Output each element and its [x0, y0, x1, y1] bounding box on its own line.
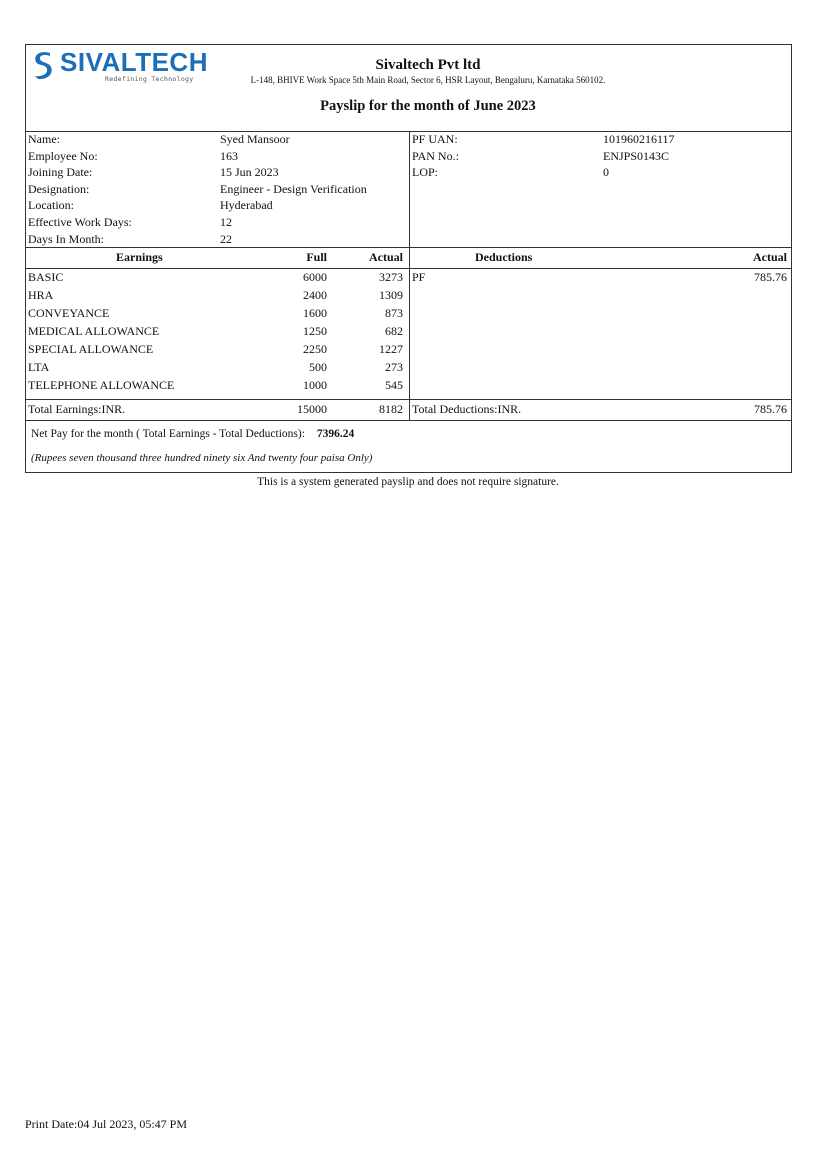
earning-actual: 682	[385, 324, 403, 338]
earning-actual: 873	[385, 306, 403, 320]
info-row	[28, 197, 408, 214]
info-value: 163	[220, 148, 238, 163]
earning-actual: 3273	[379, 270, 403, 284]
info-label: PF UAN:	[412, 132, 458, 146]
earning-row	[26, 268, 409, 286]
earning-full: 500	[309, 360, 327, 374]
earning-full: 2250	[303, 342, 327, 356]
info-label: Employee No:	[28, 148, 98, 163]
deduction-actual-header: Actual	[753, 250, 787, 264]
earning-full: 6000	[303, 270, 327, 284]
earning-actual: 1227	[379, 342, 403, 356]
employee-info	[26, 131, 791, 248]
info-row	[412, 148, 790, 165]
info-row	[28, 131, 408, 148]
net-pay-value: 7396.24	[316, 428, 355, 440]
earnings-header: Earnings	[116, 250, 163, 264]
logo-tagline: Redefining Technology	[105, 75, 194, 83]
deduction-name: PF	[412, 270, 426, 284]
info-value: Syed Mansoor	[220, 132, 290, 146]
info-value: 12	[220, 215, 232, 229]
total-deductions-actual: 785.76	[754, 402, 787, 416]
info-value: Hyderabad	[220, 198, 273, 213]
info-label: Designation:	[28, 181, 90, 196]
info-row	[28, 214, 408, 231]
info-row	[28, 164, 408, 181]
earning-name: CONVEYANCE	[28, 306, 110, 320]
info-row	[28, 231, 408, 248]
earning-full: 1250	[303, 324, 327, 338]
logo-text: SIVALTECH	[60, 47, 208, 77]
net-pay	[31, 428, 354, 440]
earning-full: 1600	[303, 306, 327, 320]
info-label: LOP:	[412, 165, 439, 180]
info-value: ENJPS0143C	[603, 148, 670, 163]
earning-row	[26, 304, 409, 322]
info-label: Effective Work Days:	[28, 215, 132, 229]
earning-full: 2400	[303, 288, 327, 302]
net-pay-words: (Rupees seven thousand three hundred ninety six And twenty four paisa Only)	[31, 452, 373, 464]
earning-name: HRA	[28, 288, 54, 302]
info-value: 0	[603, 165, 609, 180]
earning-name: BASIC	[28, 270, 64, 284]
payslip-header	[26, 45, 791, 132]
earnings-deductions-items	[26, 268, 791, 400]
info-row	[28, 148, 408, 165]
deduction-actual: 785.76	[754, 270, 787, 284]
info-row	[412, 131, 790, 148]
total-earnings-label: Total Earnings:INR.	[28, 402, 126, 416]
earning-actual: 273	[385, 360, 403, 374]
info-value: 101960216117	[603, 132, 675, 146]
system-note: This is a system generated payslip and does not require signature.	[257, 476, 559, 488]
info-value: 15 Jun 2023	[220, 165, 279, 180]
info-divider	[409, 131, 410, 247]
earning-full: 1000	[303, 378, 327, 392]
company-logo	[30, 47, 208, 84]
full-header: Full	[306, 250, 327, 264]
logo-swirl-icon	[30, 50, 56, 80]
earning-row	[26, 322, 409, 340]
earning-actual: 545	[385, 378, 403, 392]
earning-row	[26, 376, 409, 394]
info-value: Engineer - Design Verification	[220, 181, 367, 196]
info-label: Location:	[28, 198, 74, 213]
net-pay-label: Net Pay for the month ( Total Earnings - Total Deductions):	[31, 428, 305, 440]
actual-header: Actual	[369, 250, 403, 264]
totals-row	[26, 399, 791, 421]
company-address: L-148, BHIVE Work Space 5th Main Road, Sector 6, HSR Layout, Bengaluru, Karnataka 560102.	[250, 75, 606, 85]
total-deductions-label: Total Deductions:INR.	[412, 402, 522, 416]
info-label: Joining Date:	[28, 165, 93, 180]
total-earnings-actual: 8182	[379, 402, 403, 416]
deductions-header: Deductions	[475, 250, 533, 264]
deduction-row	[410, 268, 791, 286]
payslip-title: Payslip for the month of June 2023	[320, 98, 536, 114]
earning-name: SPECIAL ALLOWANCE	[28, 342, 154, 356]
earning-name: LTA	[28, 360, 50, 374]
earning-row	[26, 340, 409, 358]
info-row	[412, 164, 790, 181]
info-label: Name:	[28, 132, 60, 146]
earning-row	[26, 358, 409, 376]
payslip	[25, 44, 792, 473]
earning-name: TELEPHONE ALLOWANCE	[28, 378, 175, 392]
info-value: 22	[220, 231, 232, 246]
earning-row	[26, 286, 409, 304]
earning-actual: 1309	[379, 288, 403, 302]
info-label: PAN No.:	[412, 148, 459, 163]
print-date: Print Date:04 Jul 2023, 05:47 PM	[25, 1117, 188, 1131]
info-label: Days In Month:	[28, 231, 104, 246]
total-earnings-full: 15000	[297, 402, 327, 416]
earning-name: MEDICAL ALLOWANCE	[28, 324, 160, 338]
info-row	[28, 181, 408, 198]
company-name: Sivaltech Pvt ltd	[375, 57, 481, 73]
